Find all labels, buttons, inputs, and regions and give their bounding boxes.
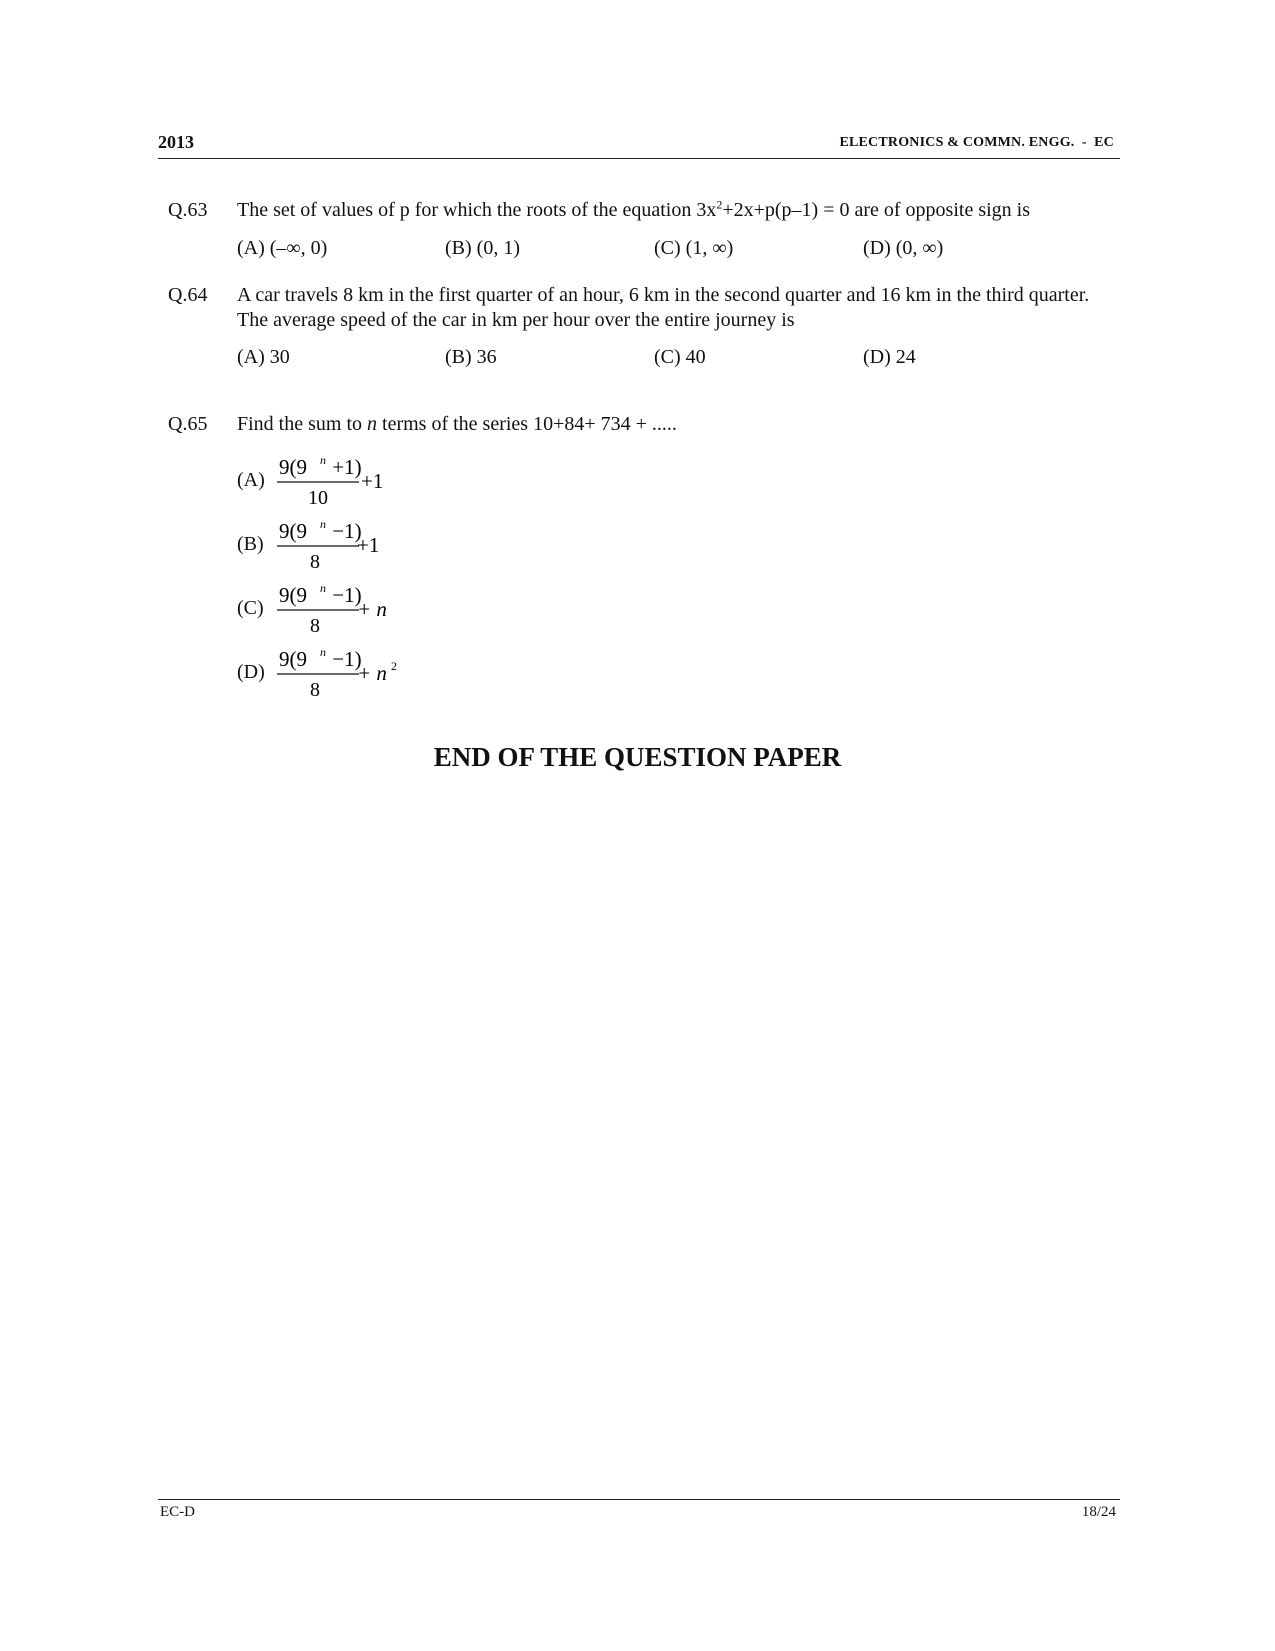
option-label: (C): [237, 597, 264, 619]
header-year: 2013: [158, 132, 194, 152]
option-a[interactable]: [237, 448, 637, 512]
page-header: [158, 132, 1120, 159]
question-number: Q.64: [168, 284, 208, 306]
numerator-tail: −1): [327, 519, 362, 543]
option-d[interactable]: (D) (0, ∞): [863, 237, 944, 259]
numerator-exponent: n: [320, 645, 326, 659]
denominator: 10: [308, 487, 328, 509]
denominator: 8: [310, 615, 320, 637]
option-a[interactable]: (A) (–∞, 0): [237, 237, 328, 259]
expression-tail: + n: [357, 597, 387, 621]
option-c[interactable]: [237, 576, 637, 640]
option-b[interactable]: (B) 36: [445, 346, 497, 368]
expression-tail: + n: [357, 661, 387, 685]
option-d[interactable]: (D) 24: [863, 346, 916, 368]
numerator-lead: 9(9: [279, 583, 307, 607]
fraction-expression: [273, 576, 453, 640]
page-footer: [158, 1499, 1120, 1530]
option-a[interactable]: (A) 30: [237, 346, 290, 368]
option-label: (B): [237, 533, 264, 555]
fraction-expression: [273, 448, 453, 512]
paper-code: EC-D: [160, 1504, 195, 1520]
denominator: 8: [310, 679, 320, 701]
question-63: [168, 198, 1118, 268]
numerator-exponent: n: [320, 453, 326, 467]
question-number: Q.63: [168, 199, 208, 221]
question-text-part: Find the sum to: [237, 413, 368, 435]
option-c[interactable]: (C) 40: [654, 346, 706, 368]
denominator: 8: [310, 551, 320, 573]
numerator-tail: +1): [327, 455, 362, 479]
question-text: [237, 412, 1107, 437]
option-label: (A): [237, 469, 265, 491]
page-number: 18/24: [1081, 1504, 1116, 1520]
question-64: [168, 283, 1118, 378]
options-row: [237, 236, 1107, 262]
numerator-tail: −1): [327, 583, 362, 607]
superscript: 2: [716, 197, 723, 212]
question-number: Q.65: [168, 413, 208, 435]
option-b[interactable]: (B) (0, 1): [445, 237, 520, 259]
numerator-exponent: n: [320, 517, 326, 531]
numerator-tail: −1): [327, 647, 362, 671]
header-subject: ELECTRONICS & COMMN. ENGG. - EC: [839, 135, 1114, 150]
question-text-part: terms of the series 10+84+ 734 + .....: [377, 413, 677, 435]
question-65: [168, 412, 1118, 712]
question-text-part: The set of values of p for which the roots of the equation 3x: [237, 199, 717, 221]
expression-tail-exponent: 2: [391, 659, 397, 673]
fraction-expression: [273, 640, 453, 704]
question-text: A car travels 8 km in the first quarter of an hour, 6 km in the second quarter and 16 km in the third quarter. The average speed of the car in km per hour over the entire journey is: [237, 284, 1090, 331]
option-c[interactable]: (C) (1, ∞): [654, 237, 734, 259]
option-d[interactable]: [237, 640, 637, 704]
numerator-lead: 9(9: [279, 455, 307, 479]
end-of-paper-title: END OF THE QUESTION PAPER: [433, 742, 842, 772]
question-text: [237, 198, 1107, 223]
numerator-lead: 9(9: [279, 647, 307, 671]
numerator-lead: 9(9: [279, 519, 307, 543]
option-label: (D): [237, 661, 265, 683]
question-text-italic: n: [367, 413, 378, 435]
fraction-expression: [273, 512, 453, 576]
expression-tail: +1: [361, 469, 384, 493]
expression-tail: +1: [357, 533, 380, 557]
question-text-part: +2x+p(p–1) = 0 are of opposite sign is: [722, 199, 1031, 221]
options-row: [237, 345, 1107, 371]
numerator-exponent: n: [320, 581, 326, 595]
option-b[interactable]: [237, 512, 637, 576]
